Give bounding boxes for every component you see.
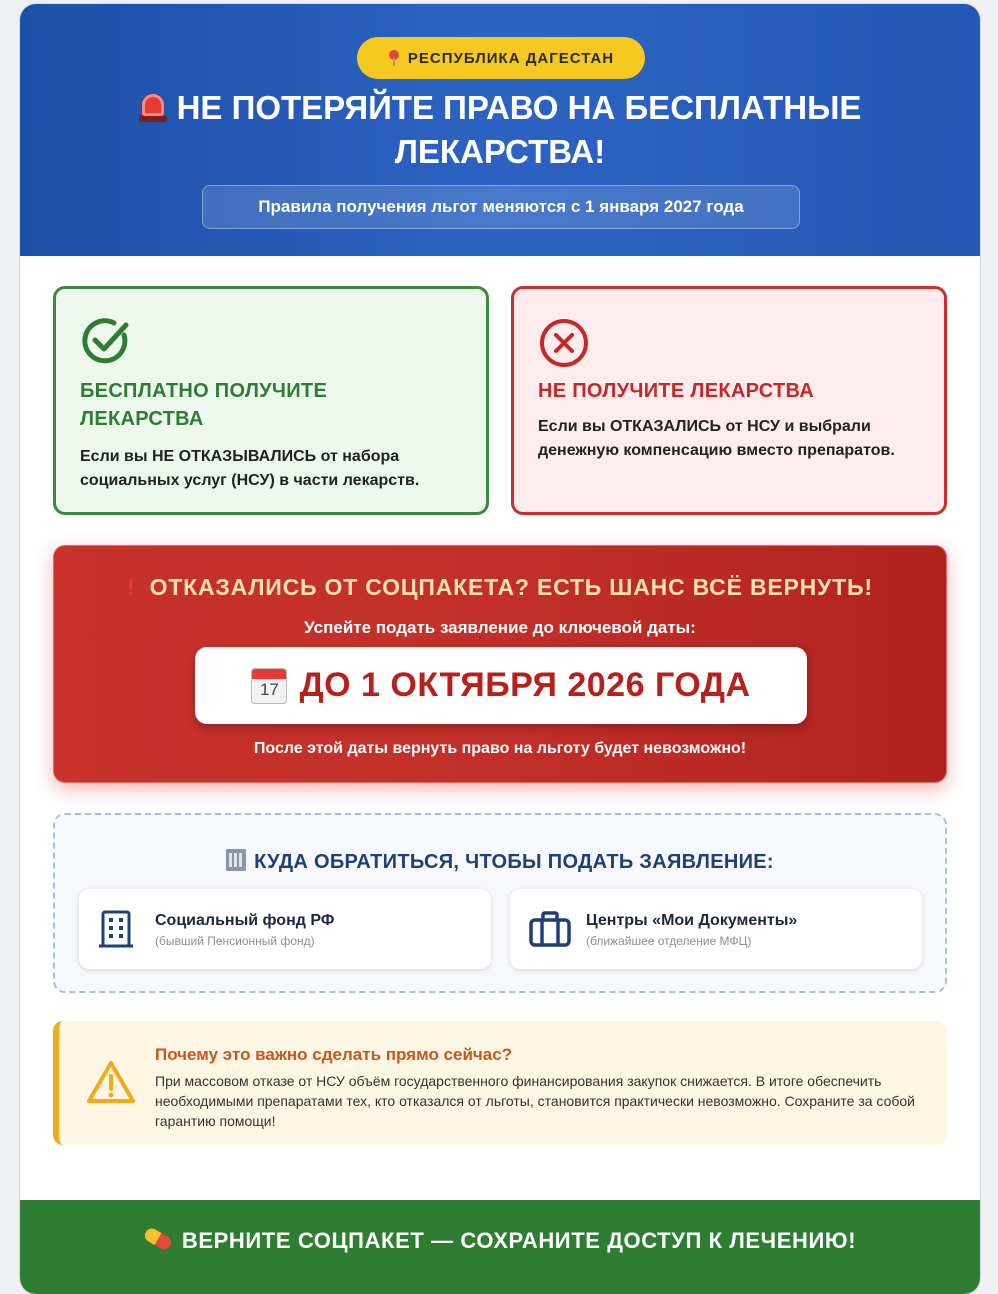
deadline-text: ДО 1 ОКТЯБРЯ 2026 ГОДА [299, 666, 751, 704]
subtitle-banner: Правила получения льгот меняются с 1 января 2027 года [202, 185, 800, 229]
check-circle-icon [80, 315, 132, 367]
place-name: Социальный фонд РФ [155, 912, 335, 929]
ineligible-heading: НЕ ПОЛУЧИТЕ ЛЕКАРСТВА [538, 380, 815, 402]
deadline-box [195, 647, 807, 724]
alert-hint: Успейте подать заявление до ключевой даты: [304, 618, 696, 637]
building-icon [97, 909, 137, 949]
eligible-text: Если вы НЕ ОТКАЗЫВАЛИСЬ от набора социальных услуг (НСУ) в части лекарств. [80, 448, 420, 489]
office-building-icon [226, 849, 246, 871]
where-heading-text: КУДА ОБРАТИТЬСЯ, ЧТОБЫ ПОДАТЬ ЗАЯВЛЕНИЕ: [254, 851, 774, 873]
exclamation-icon: ! [127, 574, 136, 600]
place-name: Центры «Мои Документы» [586, 912, 798, 929]
why-text: При массовом отказе от НСУ объём государственного финансирования закупок снижается. В итоге обеспечить необходимыми препаратами тех, кто отказался от льготы, становится практически невозможно. Сохраните за собой гарантию помощи! [155, 1073, 915, 1129]
region-badge [357, 37, 645, 79]
place-note: (бывший Пенсионный фонд) [155, 934, 315, 948]
info-card [20, 4, 980, 1294]
why-important [53, 1021, 947, 1145]
ineligible-card [511, 286, 947, 515]
where-to-apply [53, 813, 947, 993]
pin-icon [388, 50, 400, 66]
calendar-icon [251, 668, 287, 704]
alert-heading-text: ОТКАЗАЛИСЬ ОТ СОЦПАКЕТА? ЕСТЬ ШАНС ВСЁ ВЕРНУТЬ! [149, 574, 873, 600]
header-banner [20, 4, 980, 256]
where-heading [55, 849, 945, 874]
deadline-alert [53, 545, 947, 783]
place-note: (ближайшее отделение МФЦ) [586, 934, 752, 948]
footer-text: ВЕРНИТЕ СОЦПАКЕТ — СОХРАНИТЕ ДОСТУП К ЛЕЧЕНИЮ! [181, 1228, 857, 1253]
pill-icon [142, 1226, 173, 1252]
briefcase-icon [528, 909, 572, 949]
eligible-heading: БЕСПЛАТНО ПОЛУЧИТЕ ЛЕКАРСТВА [80, 380, 328, 430]
alert-heading [54, 574, 946, 601]
alert-warning: После этой даты вернуть право на льготу будет невозможно! [253, 740, 747, 757]
place-social-fund[interactable] [79, 889, 491, 969]
region-label: РЕСПУБЛИКА ДАГЕСТАН [407, 49, 615, 67]
place-mfc[interactable] [510, 889, 922, 969]
why-heading: Почему это важно сделать прямо сейчас? [155, 1045, 513, 1064]
eligible-card [53, 286, 489, 515]
page-title [100, 86, 900, 174]
calendar-day: 17 [259, 679, 279, 699]
x-circle-icon [538, 317, 590, 369]
footer-text-wrap [144, 1228, 856, 1294]
page-title-text: НЕ ПОТЕРЯЙТЕ ПРАВО НА БЕСПЛАТНЫЕ ЛЕКАРСТВА! [176, 89, 862, 170]
ineligible-text: Если вы ОТКАЗАЛИСЬ от НСУ и выбрали денежную компенсацию вместо препаратов. [538, 418, 895, 459]
warning-icon [85, 1059, 137, 1105]
siren-icon [139, 92, 167, 122]
